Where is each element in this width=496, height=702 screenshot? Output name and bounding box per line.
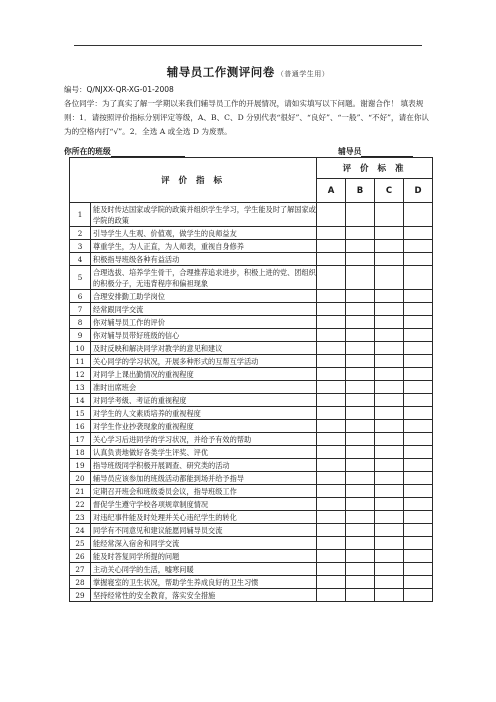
rating-cell-d[interactable] xyxy=(404,240,433,253)
page-title xyxy=(0,64,496,80)
rating-cell-c[interactable] xyxy=(375,459,404,472)
table-row xyxy=(70,589,433,602)
row-number: 3 xyxy=(70,240,91,253)
rating-cell-c[interactable] xyxy=(375,498,404,511)
criterion-text: 掌握寝室的卫生状况，帮助学生养成良好的卫生习惯 xyxy=(91,576,317,589)
rating-cell-b[interactable] xyxy=(346,316,375,329)
rating-cell-d[interactable] xyxy=(404,420,433,433)
row-number: 23 xyxy=(70,511,91,524)
row-number: 9 xyxy=(70,329,91,342)
table-row xyxy=(70,537,433,550)
table-row xyxy=(70,342,433,355)
rating-cell-c[interactable] xyxy=(375,550,404,563)
rating-cell-b[interactable] xyxy=(346,485,375,498)
rating-cell-b[interactable] xyxy=(346,420,375,433)
document-code: 编号：Q/NJXX-QR-XG-01-2008 xyxy=(64,85,174,94)
rating-cell-c[interactable] xyxy=(375,227,404,240)
row-number: 1 xyxy=(70,203,91,227)
rating-cell-d[interactable] xyxy=(404,511,433,524)
rating-cell-b[interactable] xyxy=(346,576,375,589)
row-number: 14 xyxy=(70,394,91,407)
table-row xyxy=(70,266,433,290)
criterion-text: 你对辅导员带好班级的信心 xyxy=(91,329,317,342)
rating-cell-a[interactable] xyxy=(317,511,346,524)
title-subtitle: （普通学生用） xyxy=(276,70,330,78)
rating-cell-b[interactable] xyxy=(346,563,375,576)
rating-cell-b[interactable] xyxy=(346,394,375,407)
rating-cell-a[interactable] xyxy=(317,459,346,472)
row-number: 5 xyxy=(70,266,91,290)
criterion-text: 合理选拔、培养学生骨干，合理推荐追求进步，积极上进的党、团组织的积极分子，无违背程序和偏袒现象 xyxy=(91,266,317,290)
title-text: 辅导员工作测评问卷 xyxy=(166,65,275,79)
rating-cell-b[interactable] xyxy=(346,355,375,368)
table-row xyxy=(70,563,433,576)
table-row xyxy=(70,459,433,472)
table-row xyxy=(70,355,433,368)
table-row xyxy=(70,420,433,433)
rating-cell-c[interactable] xyxy=(375,203,404,227)
rating-cell-d[interactable] xyxy=(404,563,433,576)
rating-cell-b[interactable] xyxy=(346,446,375,459)
rating-cell-a[interactable] xyxy=(317,446,346,459)
rating-cell-b[interactable] xyxy=(346,472,375,485)
rating-cell-d[interactable] xyxy=(404,329,433,342)
row-number: 11 xyxy=(70,355,91,368)
rating-cell-d[interactable] xyxy=(404,485,433,498)
criterion-text: 坚持经常性的安全教育，落实安全措施 xyxy=(91,589,317,602)
row-number: 16 xyxy=(70,420,91,433)
rating-cell-d[interactable] xyxy=(404,394,433,407)
criterion-text: 积极指导班级各种有益活动 xyxy=(91,253,317,266)
rating-cell-b[interactable] xyxy=(346,203,375,227)
table-row xyxy=(70,368,433,381)
rating-cell-c[interactable] xyxy=(375,394,404,407)
rating-cell-d[interactable] xyxy=(404,316,433,329)
rating-cell-c[interactable] xyxy=(375,316,404,329)
table-row xyxy=(70,290,433,303)
rating-cell-a[interactable] xyxy=(317,381,346,394)
criterion-text: 同学有不同意见和建议能愿同辅导员交流 xyxy=(91,524,317,537)
level-header-b: B xyxy=(346,179,375,203)
table-row xyxy=(70,381,433,394)
level-header-c: C xyxy=(375,179,404,203)
rating-cell-a[interactable] xyxy=(317,240,346,253)
row-number: 22 xyxy=(70,498,91,511)
rating-cell-b[interactable] xyxy=(346,227,375,240)
rating-cell-d[interactable] xyxy=(404,368,433,381)
row-number: 28 xyxy=(70,576,91,589)
rating-cell-a[interactable] xyxy=(317,524,346,537)
rating-cell-d[interactable] xyxy=(404,407,433,420)
criterion-text: 引导学生人生观、价值观，做学生的良师益友 xyxy=(91,227,317,240)
criterion-text: 准时出席班会 xyxy=(91,381,317,394)
rating-cell-a[interactable] xyxy=(317,266,346,290)
rating-cell-b[interactable] xyxy=(346,511,375,524)
table-row xyxy=(70,407,433,420)
row-number: 13 xyxy=(70,381,91,394)
rating-cell-a[interactable] xyxy=(317,368,346,381)
row-number: 6 xyxy=(70,290,91,303)
row-number: 24 xyxy=(70,524,91,537)
rating-cell-b[interactable] xyxy=(346,290,375,303)
row-number: 2 xyxy=(70,227,91,240)
rating-cell-c[interactable] xyxy=(375,472,404,485)
criterion-text: 经常跟同学交流 xyxy=(91,303,317,316)
criterion-text: 对学生作业抄袭现象的重视程度 xyxy=(91,420,317,433)
table-row xyxy=(70,550,433,563)
criterion-text: 合理安排勤工助学岗位 xyxy=(91,290,317,303)
rating-cell-a[interactable] xyxy=(317,342,346,355)
rating-cell-c[interactable] xyxy=(375,329,404,342)
criterion-text: 对同学考級、考证的重视程度 xyxy=(91,394,317,407)
row-number: 15 xyxy=(70,407,91,420)
rating-cell-b[interactable] xyxy=(346,329,375,342)
rating-cell-d[interactable] xyxy=(404,227,433,240)
criterion-text: 对违纪事件能及时处理并关心违纪学生的转化 xyxy=(91,511,317,524)
rating-cell-a[interactable] xyxy=(317,433,346,446)
table-row xyxy=(70,511,433,524)
table-row xyxy=(70,394,433,407)
rating-cell-a[interactable] xyxy=(317,589,346,602)
row-number: 7 xyxy=(70,303,91,316)
rating-cell-c[interactable] xyxy=(375,563,404,576)
rating-cell-a[interactable] xyxy=(317,329,346,342)
rating-cell-a[interactable] xyxy=(317,550,346,563)
evaluation-table xyxy=(69,157,433,602)
rating-cell-c[interactable] xyxy=(375,446,404,459)
criterion-text: 对同学上课出勤情况的重视程度 xyxy=(91,368,317,381)
rating-cell-b[interactable] xyxy=(346,240,375,253)
level-header-a: A xyxy=(317,179,346,203)
standard-header: 评 价 标 准 xyxy=(317,158,433,179)
criterion-text: 督促学生遵守学校各项规章制度情况 xyxy=(91,498,317,511)
criterion-text: 指导班级同学积极开展调查、研究类的活动 xyxy=(91,459,317,472)
table-row xyxy=(70,524,433,537)
rating-cell-b[interactable] xyxy=(346,381,375,394)
rating-cell-c[interactable] xyxy=(375,368,404,381)
rating-cell-b[interactable] xyxy=(346,407,375,420)
rating-cell-b[interactable] xyxy=(346,589,375,602)
rating-cell-c[interactable] xyxy=(375,253,404,266)
row-number: 21 xyxy=(70,485,91,498)
table-row xyxy=(70,576,433,589)
table-row xyxy=(70,253,433,266)
rating-cell-c[interactable] xyxy=(375,342,404,355)
table-row xyxy=(70,203,433,227)
rating-cell-c[interactable] xyxy=(375,433,404,446)
rating-cell-d[interactable] xyxy=(404,381,433,394)
fill-in-row xyxy=(64,146,432,157)
rating-cell-d[interactable] xyxy=(404,342,433,355)
rating-cell-a[interactable] xyxy=(317,537,346,550)
row-number: 26 xyxy=(70,550,91,563)
rating-cell-d[interactable] xyxy=(404,472,433,485)
rating-cell-d[interactable] xyxy=(404,524,433,537)
rating-cell-d[interactable] xyxy=(404,498,433,511)
table-row xyxy=(70,316,433,329)
rating-cell-d[interactable] xyxy=(404,459,433,472)
rating-cell-b[interactable] xyxy=(346,253,375,266)
criterion-text: 尊重学生，为人正直，为人师表，重视自身修养 xyxy=(91,240,317,253)
table-row xyxy=(70,446,433,459)
rating-cell-d[interactable] xyxy=(404,446,433,459)
row-number: 10 xyxy=(70,342,91,355)
rating-cell-c[interactable] xyxy=(375,589,404,602)
criterion-text: 关心同学的学习状况，开展多种形式的互帮互学活动 xyxy=(91,355,317,368)
criterion-text: 能及时答复同学所提的问题 xyxy=(91,550,317,563)
class-label: 你所在的班级 xyxy=(64,147,111,156)
rating-cell-a[interactable] xyxy=(317,420,346,433)
rating-cell-c[interactable] xyxy=(375,355,404,368)
rating-cell-a[interactable] xyxy=(317,316,346,329)
rating-cell-c[interactable] xyxy=(375,485,404,498)
rating-cell-b[interactable] xyxy=(346,368,375,381)
row-number: 27 xyxy=(70,563,91,576)
row-number: 25 xyxy=(70,537,91,550)
rating-cell-d[interactable] xyxy=(404,290,433,303)
row-number: 17 xyxy=(70,433,91,446)
rating-cell-b[interactable] xyxy=(346,433,375,446)
rating-cell-d[interactable] xyxy=(404,589,433,602)
table-row xyxy=(70,240,433,253)
criterion-text: 你对辅导员工作的评价 xyxy=(91,316,317,329)
table-row xyxy=(70,485,433,498)
criterion-text: 能经常深入宿舍和同学交流 xyxy=(91,537,317,550)
table-row xyxy=(70,227,433,240)
counselor-input-line[interactable] xyxy=(361,148,413,157)
rating-cell-a[interactable] xyxy=(317,355,346,368)
rating-cell-c[interactable] xyxy=(375,303,404,316)
criterion-text: 关心学习后进同学的学习状况，并给予有效的帮助 xyxy=(91,433,317,446)
criterion-text: 对学生的人文素质培养的重视程度 xyxy=(91,407,317,420)
class-input-line[interactable] xyxy=(111,148,185,157)
rating-cell-d[interactable] xyxy=(404,253,433,266)
criterion-text: 主动关心同学的生活，嘘寒问暖 xyxy=(91,563,317,576)
rating-cell-a[interactable] xyxy=(317,227,346,240)
table-row xyxy=(70,303,433,316)
rating-cell-b[interactable] xyxy=(346,459,375,472)
rating-cell-a[interactable] xyxy=(317,485,346,498)
row-number: 19 xyxy=(70,459,91,472)
table-row xyxy=(70,498,433,511)
row-number: 12 xyxy=(70,368,91,381)
criterion-text: 能及时传达国家或学院的政策并组织学生学习，学生能及时了解国家或学院的政策 xyxy=(91,203,317,227)
intro-paragraph: 各位同学：为了真实了解一学期以来我们辅导员工作的开展情况，请如实填写以下问题。谢谢合作！ 填表规则：1．请按照评价指标分别评定等级，A、B、C、D 分别代表“很好”、“良好”、“一般”、“不好”，请在你认为的空格内打“√”。2．全选 A 或全选 D 为废票。 xyxy=(64,99,430,136)
row-number: 8 xyxy=(70,316,91,329)
rating-cell-d[interactable] xyxy=(404,266,433,290)
rating-cell-b[interactable] xyxy=(346,498,375,511)
table-row xyxy=(70,472,433,485)
rating-cell-b[interactable] xyxy=(346,303,375,316)
criteria-header: 评 价 指 标 xyxy=(70,158,317,203)
rating-cell-d[interactable] xyxy=(404,433,433,446)
counselor-label: 辅导员 xyxy=(338,147,362,156)
rating-cell-a[interactable] xyxy=(317,303,346,316)
rating-cell-b[interactable] xyxy=(346,342,375,355)
row-number: 29 xyxy=(70,589,91,602)
rating-cell-c[interactable] xyxy=(375,576,404,589)
rating-cell-d[interactable] xyxy=(404,550,433,563)
rating-cell-d[interactable] xyxy=(404,537,433,550)
criterion-text: 辅导员应该参加的班级活动都能到场并给予指导 xyxy=(91,472,317,485)
rating-cell-a[interactable] xyxy=(317,472,346,485)
level-header-d: D xyxy=(404,179,433,203)
rating-cell-c[interactable] xyxy=(375,420,404,433)
rating-cell-c[interactable] xyxy=(375,240,404,253)
table-row xyxy=(70,329,433,342)
rating-cell-d[interactable] xyxy=(404,576,433,589)
rating-cell-c[interactable] xyxy=(375,511,404,524)
rating-cell-c[interactable] xyxy=(375,407,404,420)
rating-cell-c[interactable] xyxy=(375,266,404,290)
criterion-text: 认真负责地做好各类学生评奖、评优 xyxy=(91,446,317,459)
criterion-text: 定期召开班会和班级委员会议，指导班级工作 xyxy=(91,485,317,498)
rating-cell-b[interactable] xyxy=(346,550,375,563)
rating-cell-a[interactable] xyxy=(317,203,346,227)
table-row xyxy=(70,433,433,446)
row-number: 18 xyxy=(70,446,91,459)
rating-cell-a[interactable] xyxy=(317,253,346,266)
rating-cell-b[interactable] xyxy=(346,266,375,290)
rating-cell-d[interactable] xyxy=(404,303,433,316)
rating-cell-d[interactable] xyxy=(404,203,433,227)
criterion-text: 及时反映和解决同学对教学的意见和建议 xyxy=(91,342,317,355)
rating-cell-c[interactable] xyxy=(375,381,404,394)
rating-cell-a[interactable] xyxy=(317,563,346,576)
rating-cell-a[interactable] xyxy=(317,407,346,420)
rating-cell-a[interactable] xyxy=(317,290,346,303)
rating-cell-b[interactable] xyxy=(346,524,375,537)
rating-cell-c[interactable] xyxy=(375,524,404,537)
header-rule xyxy=(74,45,422,46)
rating-cell-c[interactable] xyxy=(375,290,404,303)
row-number: 20 xyxy=(70,472,91,485)
rating-cell-a[interactable] xyxy=(317,576,346,589)
rating-cell-d[interactable] xyxy=(404,355,433,368)
rating-cell-c[interactable] xyxy=(375,537,404,550)
rating-cell-a[interactable] xyxy=(317,498,346,511)
rating-cell-a[interactable] xyxy=(317,394,346,407)
row-number: 4 xyxy=(70,253,91,266)
rating-cell-b[interactable] xyxy=(346,537,375,550)
